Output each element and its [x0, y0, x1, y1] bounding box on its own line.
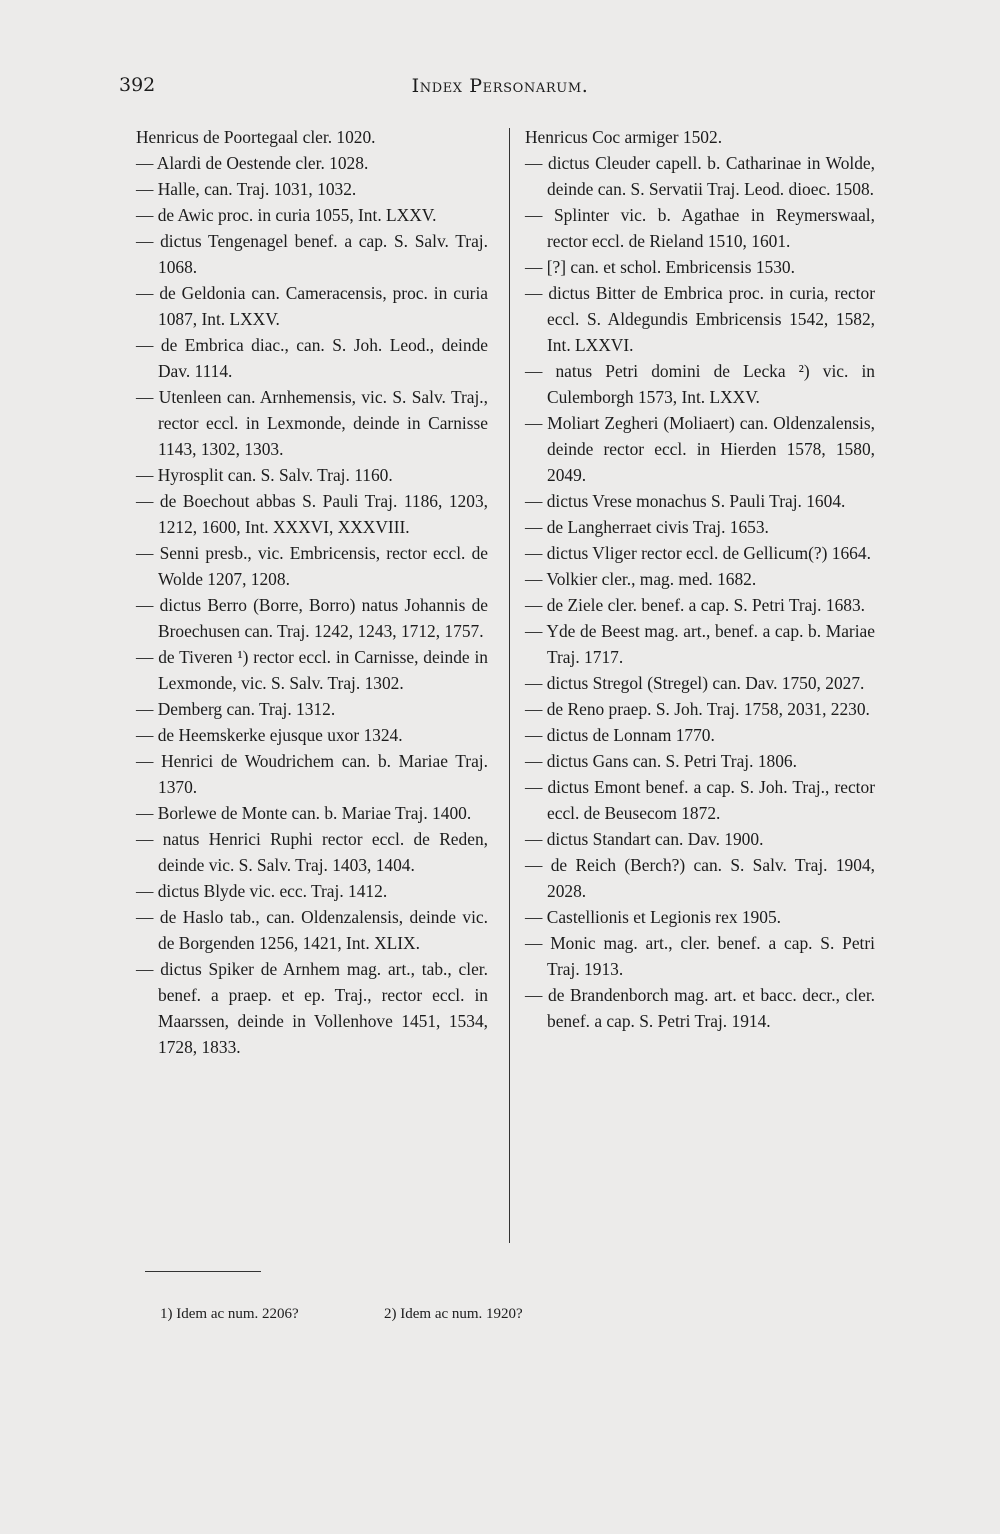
index-entry: — dictus Blyde vic. ecc. Traj. 1412.: [136, 881, 388, 901]
index-entry: — dictus Emont benef. a cap. S. Joh. Traj., rector eccl. de Beusecom 1872.: [525, 777, 875, 823]
index-entry: — de Embrica diac., can. S. Joh. Leod., deinde Dav. 1114.: [136, 335, 488, 381]
footnote-divider: [145, 1271, 261, 1272]
index-entry: — de Haslo tab., can. Oldenzalensis, deinde vic. de Borgenden 1256, 1421, Int. XLIX.: [136, 907, 488, 953]
index-entry: — dictus Standart can. Dav. 1900.: [525, 829, 764, 849]
index-entry: — dictus Cleuder capell. b. Catharinae in Wolde, deinde can. S. Servatii Traj. Leod. dioec. 1508.: [525, 153, 875, 199]
index-entry: — natus Petri domini de Lecka ²) vic. in Culemborgh 1573, Int. LXXV.: [525, 361, 875, 407]
index-entry: — Splinter vic. b. Agathae in Reymerswaal, rector eccl. de Rieland 1510, 1601.: [525, 205, 875, 251]
index-entry: — Demberg can. Traj. 1312.: [136, 699, 336, 719]
right-column: [525, 124, 875, 1034]
page-number: 392: [119, 74, 156, 96]
index-entry: — dictus Stregol (Stregel) can. Dav. 1750, 2027.: [525, 673, 865, 693]
index-entry: — Castellionis et Legionis rex 1905.: [525, 907, 781, 927]
index-entry: — Henrici de Woudrichem can. b. Mariae Traj. 1370.: [136, 751, 488, 797]
index-entry: — de Reno praep. S. Joh. Traj. 1758, 2031, 2230.: [525, 699, 870, 719]
index-entry: — dictus Bitter de Embrica proc. in curia, rector eccl. S. Aldegundis Embricensis 1542, 1582, Int. LXXVI.: [525, 283, 875, 355]
index-entry: — Moliart Zegheri (Moliaert) can. Oldenzalensis, deinde rector eccl. in Hierden 1578, 1580, 2049.: [525, 413, 875, 485]
index-entry: — dictus de Lonnam 1770.: [525, 725, 715, 745]
index-entry: — dictus Gans can. S. Petri Traj. 1806.: [525, 751, 797, 771]
index-entry: — Utenleen can. Arnhemensis, vic. S. Salv. Traj., rector eccl. in Lexmonde, deinde in Carnisse 1143, 1302, 1303.: [136, 387, 488, 459]
index-entry: — de Boechout abbas S. Pauli Traj. 1186, 1203, 1212, 1600, Int. XXXVI, XXXVIII.: [136, 491, 488, 537]
index-entry: — dictus Berro (Borre, Borro) natus Johannis de Broechusen can. Traj. 1242, 1243, 1712, 1757.: [136, 595, 488, 641]
index-entry: Henricus de Poortegaal cler. 1020.: [136, 127, 376, 147]
index-entry: — [?] can. et schol. Embricensis 1530.: [525, 257, 795, 277]
index-entry: — Halle, can. Traj. 1031, 1032.: [136, 179, 357, 199]
index-entry: — Volkier cler., mag. med. 1682.: [525, 569, 757, 589]
index-entry: — de Langherraet civis Traj. 1653.: [525, 517, 769, 537]
running-title: Index Personarum.: [411, 75, 589, 97]
index-entry: — dictus Vliger rector eccl. de Gellicum(?) 1664.: [525, 543, 871, 563]
index-entry: — de Ziele cler. benef. a cap. S. Petri Traj. 1683.: [525, 595, 865, 615]
index-entry: — de Reich (Berch?) can. S. Salv. Traj. 1904, 2028.: [525, 855, 875, 901]
index-entry: — Yde de Beest mag. art., benef. a cap. b. Mariae Traj. 1717.: [525, 621, 875, 667]
page-header: [0, 74, 1000, 104]
index-entry: — Hyrosplit can. S. Salv. Traj. 1160.: [136, 465, 393, 485]
index-entry: — Alardi de Oestende cler. 1028.: [136, 153, 369, 173]
index-entry: — dictus Tengenagel benef. a cap. S. Salv. Traj. 1068.: [136, 231, 488, 277]
index-entry: — de Awic proc. in curia 1055, Int. LXXV.: [136, 205, 437, 225]
index-entry: — Monic mag. art., cler. benef. a cap. S. Petri Traj. 1913.: [525, 933, 875, 979]
footnote-2: 2) Idem ac num. 1920?: [384, 1306, 523, 1322]
index-entry: — de Tiveren ¹) rector eccl. in Carnisse, deinde in Lexmonde, vic. S. Salv. Traj. 1302.: [136, 647, 488, 693]
index-entry: — de Geldonia can. Cameracensis, proc. in curia 1087, Int. LXXV.: [136, 283, 488, 329]
left-column: [136, 124, 488, 1060]
index-entry: — de Heemskerke ejusque uxor 1324.: [136, 725, 403, 745]
column-divider: [509, 128, 510, 1243]
index-entry: — dictus Spiker de Arnhem mag. art., tab., cler. benef. a praep. et ep. Traj., rector eccl. in Maarssen, deinde in Vollenhove 1451, 1534, 1728, 1833.: [136, 959, 488, 1057]
index-entry: — Senni presb., vic. Embricensis, rector eccl. de Wolde 1207, 1208.: [136, 543, 488, 589]
index-entry: Henricus Coc armiger 1502.: [525, 127, 723, 147]
index-entry: — dictus Vrese monachus S. Pauli Traj. 1604.: [525, 491, 846, 511]
footnote-1: 1) Idem ac num. 2206?: [160, 1306, 299, 1322]
index-entry: — natus Henrici Ruphi rector eccl. de Reden, deinde vic. S. Salv. Traj. 1403, 1404.: [136, 829, 488, 875]
index-entry: — Borlewe de Monte can. b. Mariae Traj. 1400.: [136, 803, 472, 823]
index-entry: — de Brandenborch mag. art. et bacc. decr., cler. benef. a cap. S. Petri Traj. 1914.: [525, 985, 875, 1031]
